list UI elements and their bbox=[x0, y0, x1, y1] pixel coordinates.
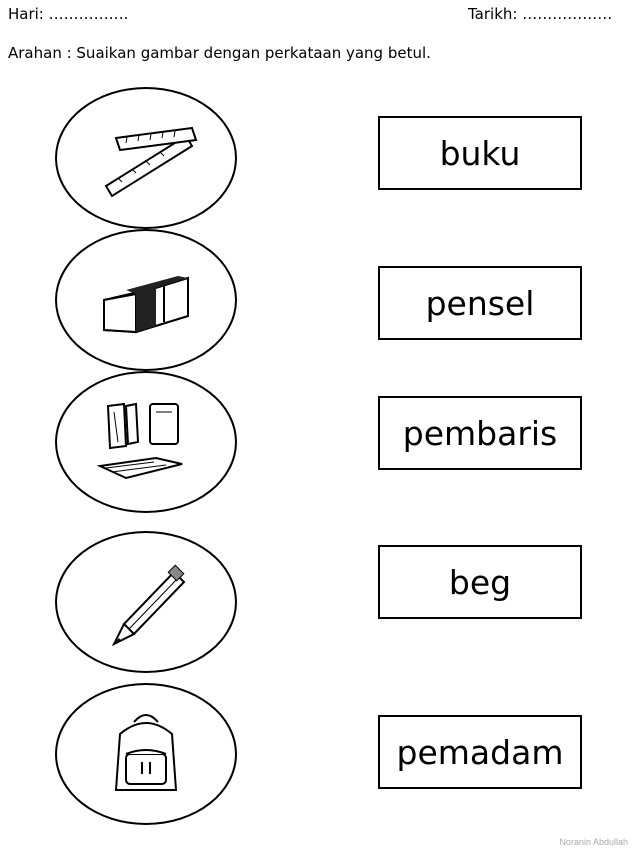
instruction-text: Arahan : Suaikan gambar dengan perkataan yang betul. bbox=[8, 44, 431, 62]
word-box-4[interactable]: beg bbox=[378, 545, 582, 619]
picture-oval-4[interactable] bbox=[55, 531, 237, 673]
date-field: Tarikh: ……………… bbox=[468, 5, 613, 23]
word-box-3[interactable]: pembaris bbox=[378, 396, 582, 470]
pencil-icon bbox=[86, 552, 206, 652]
word-box-2[interactable]: pensel bbox=[378, 266, 582, 340]
eraser-icon bbox=[86, 250, 206, 350]
picture-oval-3[interactable] bbox=[55, 371, 237, 513]
word-box-5[interactable]: pemadam bbox=[378, 715, 582, 789]
picture-oval-2[interactable] bbox=[55, 229, 237, 371]
word-box-1[interactable]: buku bbox=[378, 116, 582, 190]
backpack-icon bbox=[86, 704, 206, 804]
ruler-icon bbox=[86, 108, 206, 208]
picture-oval-5[interactable] bbox=[55, 683, 237, 825]
books-icon bbox=[86, 392, 206, 492]
date-day-field: Hari: ……………. bbox=[8, 5, 129, 23]
picture-oval-1[interactable] bbox=[55, 87, 237, 229]
author-credit: Noranin Abdullah bbox=[559, 837, 628, 847]
